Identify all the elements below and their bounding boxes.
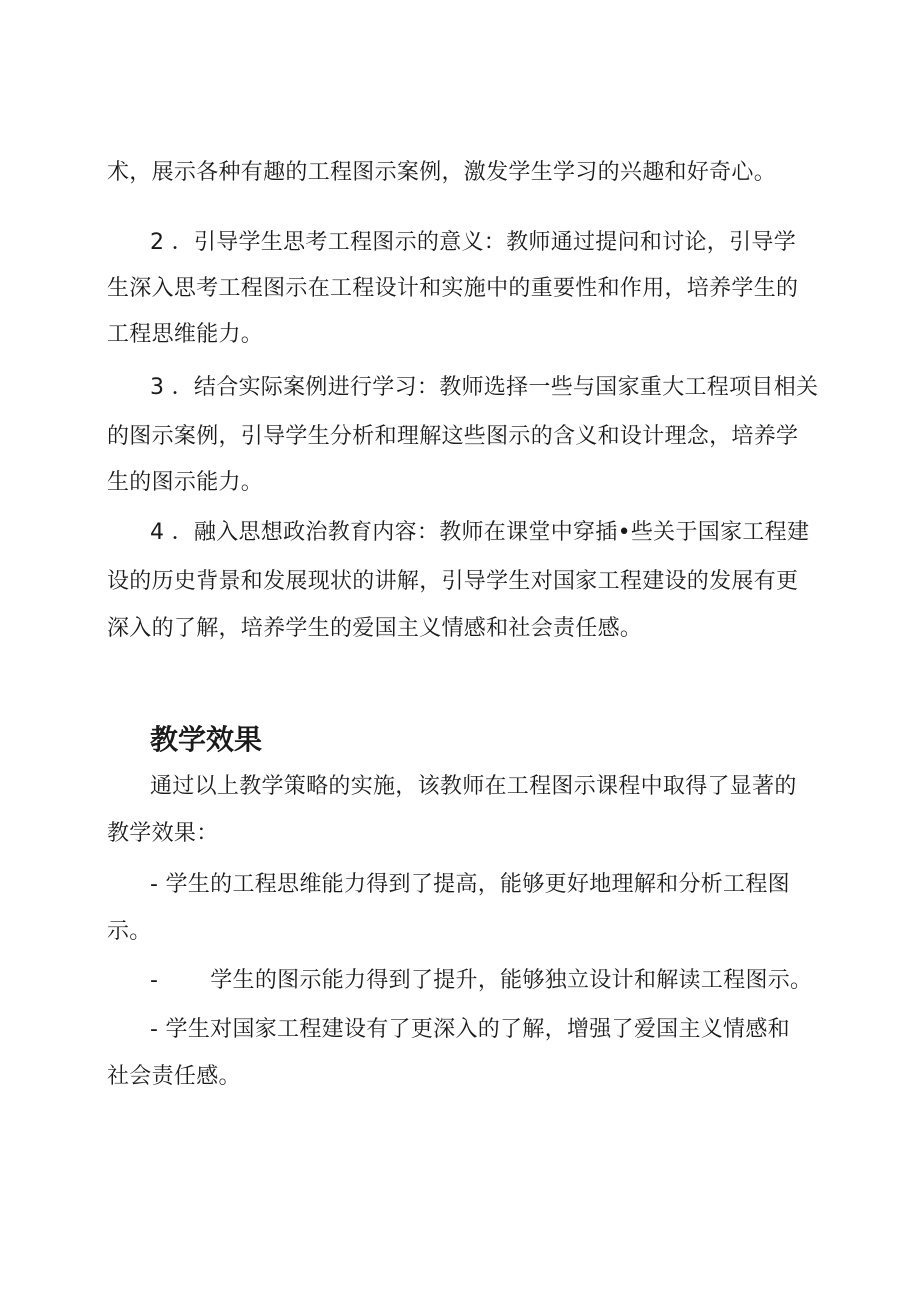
dash-marker: - [150, 1017, 159, 1042]
effect-item [150, 1015, 790, 1045]
dash-marker: - [150, 872, 159, 897]
effect-text: 学生的图示能力得到了提升，能够独立设计和解读工程图示。 [210, 968, 813, 993]
paragraph-line: 3 ．结合实际案例进行学习：教师选择一些与国家重大工程项目相关 [150, 375, 819, 400]
effect-item [150, 870, 790, 900]
dash-marker: - [150, 968, 159, 993]
effect-item-continuation: 社会责任感。 [107, 1064, 241, 1089]
intro-line: 通过以上教学策略的实施，该教师在工程图示课程中取得了显著的 [150, 774, 797, 799]
paragraph-line: 的图示案例，引导学生分析和理解这些图示的含义和设计理念，培养学 [107, 424, 799, 449]
paragraph-line: 术，展示各种有趣的工程图示案例，激发学生学习的兴趣和好奇心。 [107, 160, 777, 185]
effect-text: 学生对国家工程建设有了更深入的了解，增强了爱国主义情感和 [165, 1017, 790, 1042]
paragraph-line: 设的历史背景和发展现状的讲解，引导学生对国家工程建设的发展有更 [107, 569, 799, 594]
paragraph-line: 生深入思考工程图示在工程设计和实施中的重要性和作用，培养学生的 [107, 276, 799, 301]
effect-text: 学生的工程思维能力得到了提高，能够更好地理解和分析工程图 [165, 872, 790, 897]
effect-item-continuation: 示。 [107, 919, 152, 944]
paragraph-line: 深入的了解，培养学生的爱国主义情感和社会责任感。 [107, 616, 643, 641]
section-title: 教学效果 [150, 723, 263, 756]
paragraph-line: 2 ．引导学生思考工程图示的意义：教师通过提问和讨论，引导学 [150, 230, 796, 255]
intro-line: 教学效果： [107, 821, 219, 846]
paragraph-line: 工程思维能力。 [107, 322, 264, 347]
paragraph-line: 生的图示能力。 [107, 470, 264, 495]
effect-item [150, 966, 812, 996]
paragraph-line: 4 ．融入思想政治教育内容：教师在课堂中穿插•些关于国家工程建 [150, 520, 810, 545]
